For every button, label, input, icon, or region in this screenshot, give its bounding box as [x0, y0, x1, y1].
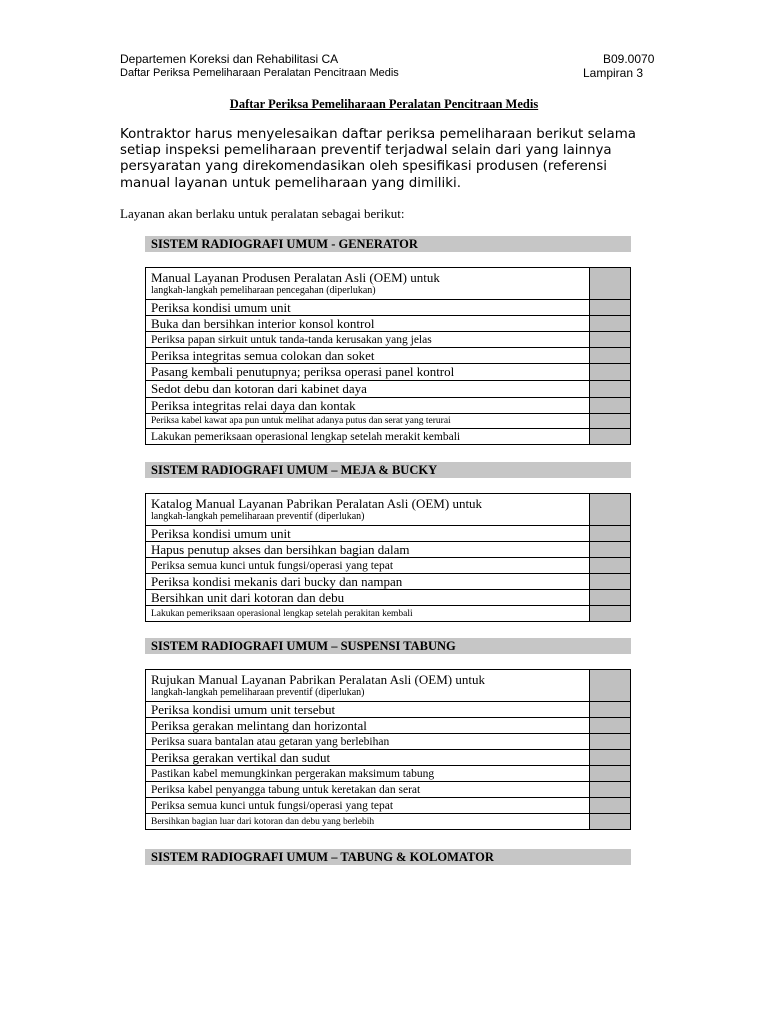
check-box[interactable] [590, 300, 631, 316]
checklist-reference [146, 494, 590, 526]
section-header-tube-suspension: SISTEM RADIOGRAFI UMUM – SUSPENSI TABUNG [145, 638, 631, 654]
checklist-reference [146, 670, 590, 702]
checklist-item: Periksa semua kunci untuk fungsi/operasi yang tepat [146, 798, 590, 814]
header-department: Departemen Koreksi dan Rehabilitasi CA [120, 52, 339, 66]
intro-line: manual layanan untuk pemeliharaan yang dimiliki. [120, 175, 461, 191]
checklist-item: Periksa kondisi umum unit tersebut [146, 702, 590, 718]
checklist-item: Periksa semua kunci untuk fungsi/operasi yang tepat [146, 558, 590, 574]
checklist-item: Buka dan bersihkan interior konsol kontrol [146, 316, 590, 332]
header-doc-number: B09.0070 [603, 52, 655, 66]
reference-sub: langkah-langkah pemeliharaan preventif (diperlukan) [151, 687, 365, 698]
check-box[interactable] [590, 606, 631, 622]
check-box[interactable] [590, 542, 631, 558]
checklist-item: Periksa gerakan melintang dan horizontal [146, 718, 590, 734]
check-box[interactable] [590, 718, 631, 734]
check-box[interactable] [590, 526, 631, 542]
intro-line: setiap inspeksi pemeliharaan preventif terjadwal selain dari yang lainnya [120, 143, 612, 159]
check-box[interactable] [590, 574, 631, 590]
section-header-generator: SISTEM RADIOGRAFI UMUM - GENERATOR [145, 236, 631, 252]
check-box[interactable] [590, 381, 631, 398]
checklist-item: Lakukan pemeriksaan operasional lengkap setelah perakitan kembali [146, 606, 590, 622]
check-box[interactable] [590, 798, 631, 814]
checklist-item: Periksa kabel penyangga tabung untuk keretakan dan serat [146, 782, 590, 798]
checklist-item: Periksa suara bantalan atau getaran yang berlebihan [146, 734, 590, 750]
header-attachment: Lampiran 3 [583, 66, 644, 80]
check-box[interactable] [590, 316, 631, 332]
reference-main: Rujukan Manual Layanan Pabrikan Peralatan Asli (OEM) untuk [151, 672, 485, 687]
check-box[interactable] [590, 734, 631, 750]
checklist-item: Pasang kembali penutupnya; periksa operasi panel kontrol [146, 364, 590, 381]
checklist-item: Periksa integritas semua colokan dan soket [146, 348, 590, 364]
checklist-item: Periksa integritas relai daya dan kontak [146, 398, 590, 414]
check-box[interactable] [590, 398, 631, 414]
reference-main: Manual Layanan Produsen Peralatan Asli (OEM) untuk [151, 270, 440, 285]
checklist-item: Bersihkan bagian luar dari kotoran dan debu yang berlebih [146, 814, 590, 830]
check-box[interactable] [590, 494, 631, 526]
checklist-reference [146, 268, 590, 300]
checklist-table-bucky [145, 493, 631, 622]
check-box[interactable] [590, 348, 631, 364]
check-box[interactable] [590, 814, 631, 830]
check-box[interactable] [590, 268, 631, 300]
reference-sub: langkah-langkah pemeliharaan preventif (diperlukan) [151, 511, 365, 522]
check-box[interactable] [590, 429, 631, 445]
intro-paragraph [120, 127, 670, 192]
check-box[interactable] [590, 670, 631, 702]
checklist-item: Periksa kabel kawat apa pun untuk melihat adanya putus dan serat yang terurai [146, 414, 590, 429]
check-box[interactable] [590, 782, 631, 798]
checklist-generator [145, 267, 631, 445]
check-box[interactable] [590, 414, 631, 429]
header-doc-title: Daftar Periksa Pemeliharaan Peralatan Pencitraan Medis [120, 67, 399, 79]
checklist-item: Lakukan pemeriksaan operasional lengkap setelah merakit kembali [146, 429, 590, 445]
check-box[interactable] [590, 750, 631, 766]
check-box[interactable] [590, 558, 631, 574]
checklist-item: Periksa kondisi mekanis dari bucky dan nampan [146, 574, 590, 590]
section-header-table-bucky: SISTEM RADIOGRAFI UMUM – MEJA & BUCKY [145, 462, 631, 478]
reference-main: Katalog Manual Layanan Pabrikan Peralatan Asli (OEM) untuk [151, 496, 483, 511]
checklist-item: Hapus penutup akses dan bersihkan bagian dalam [146, 542, 590, 558]
check-box[interactable] [590, 332, 631, 348]
page-title: Daftar Periksa Pemeliharaan Peralatan Pencitraan Medis [229, 97, 539, 111]
checklist-item: Periksa gerakan vertikal dan sudut [146, 750, 590, 766]
equipment-note: Layanan akan berlaku untuk peralatan sebagai berikut: [120, 206, 405, 221]
checklist-item: Periksa kondisi umum unit [146, 526, 590, 542]
checklist-item: Bersihkan unit dari kotoran dan debu [146, 590, 590, 606]
intro-line: Kontraktor harus menyelesaikan daftar periksa pemeliharaan berikut selama [120, 127, 636, 142]
checklist-item: Periksa kondisi umum unit [146, 300, 590, 316]
reference-sub: langkah-langkah pemeliharaan pencegahan (diperlukan) [151, 285, 376, 296]
check-box[interactable] [590, 364, 631, 381]
section-header-tube-collimator: SISTEM RADIOGRAFI UMUM – TABUNG & KOLOMATOR [145, 849, 631, 865]
checklist-item: Sedot debu dan kotoran dari kabinet daya [146, 381, 590, 398]
checklist-item: Pastikan kabel memungkinkan pergerakan maksimum tabung [146, 766, 590, 782]
check-box[interactable] [590, 766, 631, 782]
check-box[interactable] [590, 702, 631, 718]
checklist-item: Periksa papan sirkuit untuk tanda-tanda kerusakan yang jelas [146, 332, 590, 348]
checklist-tube-suspension [145, 669, 631, 830]
intro-line: persyaratan yang direkomendasikan oleh spesifikasi produsen (referensi [120, 159, 607, 175]
check-box[interactable] [590, 590, 631, 606]
